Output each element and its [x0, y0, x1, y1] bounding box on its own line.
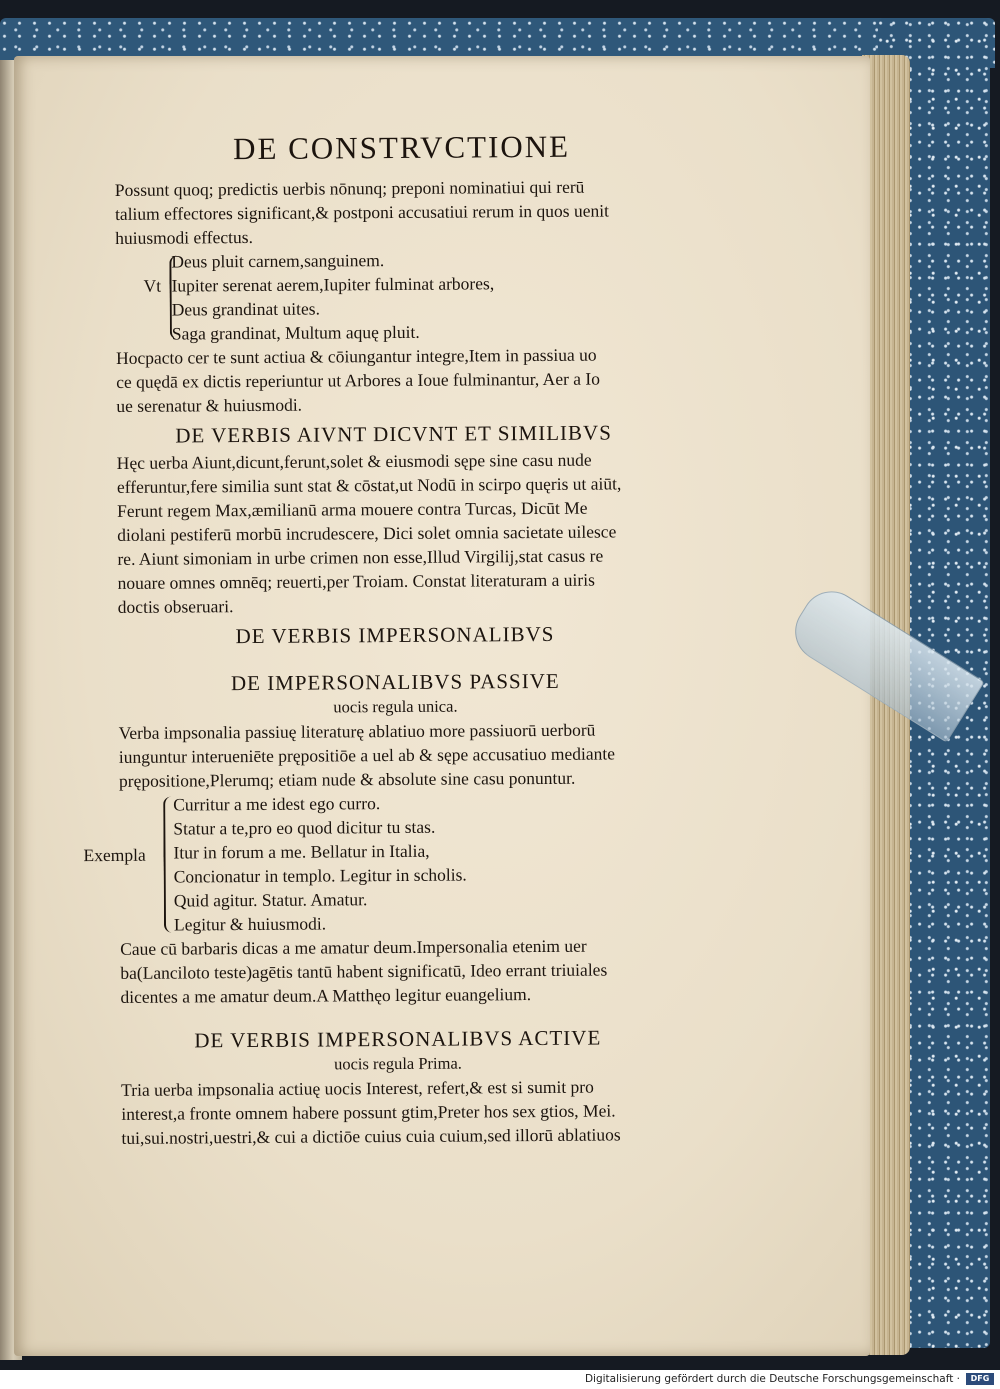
example-line: Itur in forum a me. Bellatur in Italia, [173, 840, 430, 863]
text-line: diolani pestiferū morbū incrudescere, Dici solet omnia sacietate uilesce [117, 521, 617, 545]
text-line: ce quędā ex dictis reperiuntur ut Arbores a Ioue fulminantur, Aer a Io [116, 368, 601, 392]
text-line: huiusmodi effectus. [115, 226, 253, 248]
section-heading-active: DE VERBIS IMPERSONALIBVS ACTIVE [194, 1025, 602, 1053]
text-line: doctis obseruari. [117, 596, 234, 617]
text-line: Hęc uerba Aiunt,dicunt,ferunt,solet & eiusmodi sępe sine casu nude [116, 449, 592, 473]
example-line: Iupiter serenat aerem,Iupiter fulminat arbores, [171, 273, 495, 296]
text-line: Possunt quoq; predictis uerbis nōnunq; preponi nominatiui qui rerū [114, 176, 585, 200]
text-line: Caue cū barbaris dicas a me amatur deum.Impersonalia etenim uer [120, 935, 587, 959]
text-line: talium effectores significant,& postponi accusatiui rerum in quos uenit [114, 200, 610, 224]
text-line: prępositione,Plerumq; etiam nude & absolute sine casu ponuntur. [118, 767, 576, 791]
section-heading-aiunt: DE VERBIS AIVNT DICVNT ET SIMILIBVS [175, 420, 612, 448]
text-line: re. Aiunt simoniam in urbe crimen non esse,Illud Virgilij,stat casus re [117, 545, 604, 569]
exempla-label: Exempla [83, 844, 146, 866]
section-heading-passive: DE IMPERSONALIBVS PASSIVE [230, 668, 560, 696]
section-heading-impersonal: DE VERBIS IMPERSONALIBVS [235, 621, 555, 649]
paragraph-1 [87, 174, 697, 250]
exempla-block [83, 789, 702, 937]
example-line: Deus grandinat uites. [171, 298, 320, 320]
subheading-passive: uocis regula unica. [333, 696, 458, 717]
brace [163, 797, 176, 933]
paragraph-5 [92, 933, 702, 1009]
page-heading: DE CONSTRVCTIONE [232, 128, 571, 167]
example-line: Quid agitur. Statur. Amatur. [173, 889, 368, 911]
page-text [83, 128, 703, 1150]
text-line: efferuntur,fere similia sunt stat & cōstat,ut Nodū in scirpo quęris ut aiūt, [116, 473, 622, 497]
brace [169, 255, 182, 339]
text-line: Tria uerba impsonalia actiuę uocis Interest, refert,& est si sumit pro [121, 1076, 594, 1100]
example-line: Statur a te,pro eo quod dicitur tu stas. [173, 816, 436, 839]
text-line: ba(Lanciloto teste)agētis tantū habent significatū, Ideo errant triuiales [120, 959, 608, 983]
text-line: interest,a fronte omnem habere possunt gtim,Preter hos sex gtios, Mei. [121, 1100, 616, 1124]
text-line: Hocpacto cer te sunt actiua & cōiungantur integre,Item in passiua uo [115, 344, 597, 368]
footer-bar [0, 1370, 1000, 1389]
text-line: dicentes a me amatur deum.A Matthęo legitur euangelium. [120, 984, 532, 1007]
dfg-logo: DFG [966, 1373, 994, 1385]
text-line: iunguntur interueniēte prępositiōe a uel ab & sępe accusatiuo mediante [118, 743, 616, 767]
text-line: tui,sui.nostri,uestri,& cui a dictiōe cuius cuia cuium,sed illorū ablatiuos [121, 1124, 621, 1148]
paragraph-3 [89, 447, 700, 619]
text-line: Ferunt regem Max,æmilianū arma mouere contra Turcas, Dicūt Me [117, 497, 588, 521]
example-line: Legitur & huiusmodi. [173, 913, 327, 935]
vt-label: Vt [143, 275, 162, 296]
example-line: Concionatur in templo. Legitur in scholis. [173, 864, 467, 887]
subheading-active: uocis regula Prima. [333, 1053, 462, 1074]
text-line: nouare omnes omnēq; reuerti,per Troiam. Constat literaturam a uiris [117, 569, 595, 593]
text-line: ue serenatur & huiusmodi. [116, 394, 303, 416]
text-line: Verba impsonalia passiuę literaturę ablatiuo more passiuorū uerborū [118, 719, 596, 743]
example-line: Saga grandinat, Multum aquę pluit. [171, 321, 420, 344]
vt-examples [87, 246, 698, 346]
example-line: Curritur a me idest ego curro. [173, 793, 381, 815]
funding-credit: Digitalisierung gefördert durch die Deutsche Forschungsgemeinschaft · [584, 1373, 960, 1385]
example-line: Deus pluit carnem,sanguinem. [171, 250, 385, 272]
paragraph-6 [93, 1074, 703, 1150]
paragraph-2 [88, 342, 698, 418]
paragraph-4 [91, 717, 701, 793]
